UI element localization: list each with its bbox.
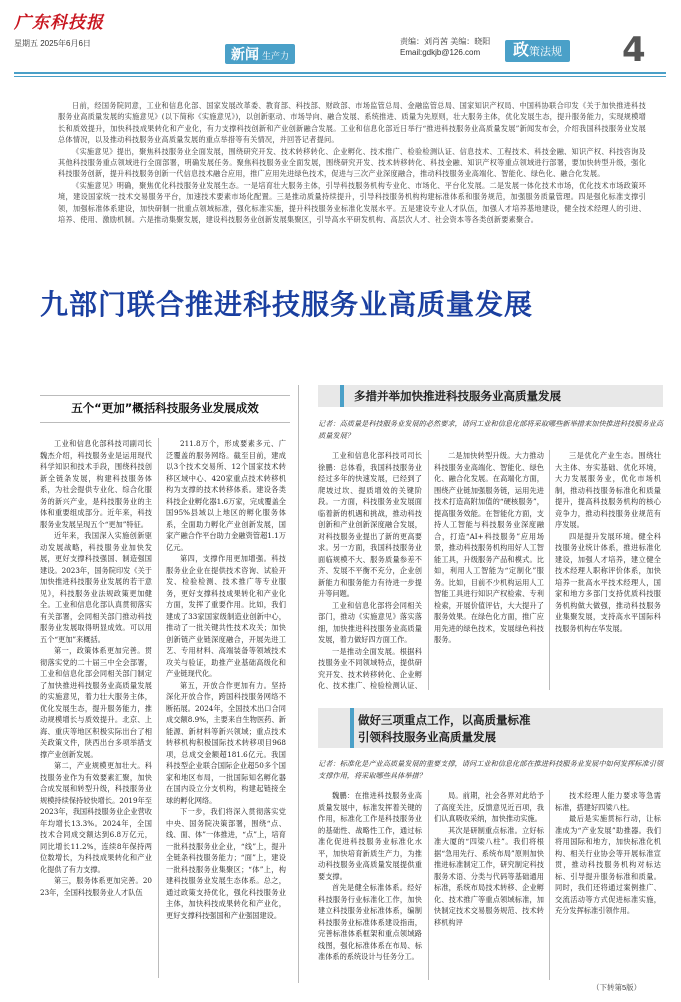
editor-info [400, 36, 490, 58]
lead-p3: 《实施意见》明确，聚焦优化科技服务业发展生态。一是培育壮大服务主体，引导科技服务机构专业化、市场化、平台化发展。二是发展一体化技术市场，优化技术市场政策环境，建设国家统一技术交易服务平台，加速技术要素市场化配置。三是推动质量持续提升，引导科技服务机构构建标准体系和服务规范，加强服务质量管理。四是强化标准支撑引领，加强标准体系建设，加快研制一批重点领域标准，强化标准实施，提升科技服务业标准化发展水平。五是建设专业人才队伍，加强人才培养基地建设，健全技术经理人的引进、培养、使用、激励机制。六是推动集聚发展，建设科技服务业创新发展集聚区，引导高水平研发机构、高层次人才、社会资本等各类创新要素聚合。 [58, 180, 646, 225]
right2-title-accent [350, 708, 354, 748]
lead-paragraphs [58, 100, 646, 225]
right2-title-line2: 引领科技服务业高质量发展 [358, 730, 496, 744]
main-col-divider [298, 385, 299, 983]
left-col2-p2: 第四，支撑作用更加增强。科技服务业企业在提供技术咨询、试验开发、检验检测、技术推广等专业服务，更好支撑科技成果转化和产业化方面，发挥了重要作用。比如，我们建成了33家国家级制造业创新中心，推动了一批关键共性技术攻关；加快创新链产业链深度融合，开展先进工艺、专用材料、高端装备等领域技术攻关与验证，助推产业基础高级化和产业链现代化。 [166, 554, 286, 678]
editor-email: Email:gdkjb@126.com [400, 48, 481, 57]
editor-names: 责编：刘肖茜 美编：晓阳 [400, 37, 491, 46]
left-col2-p1: 211.8万个，形成要素多元、广泛覆盖的服务网络。截至目前，建成以3个技术交易所、12个国家技术转移区域中心、420家重点技术转移机构为支撑的技术转移体系。建设各类科技企业孵化器1.6万家，完成覆盖全国95%县域以上地区的孵化服务体系，全面助力孵化产业创新发展，国家产融合作平台助力金融资管超1.1万亿元。 [166, 439, 286, 552]
right-article1-col1 [318, 450, 422, 690]
left-col1-p2: 近年来，我国深入实施创新驱动发展战略，科技服务业加快发展，更好支撑科技强国、制造强国建设。2023年，国务院印发《关于加快推进科技服务业发展的若干意见》，科技服务业法规政策更加健全。工业和信息化部认真贯彻落实有关部署，会同相关部门推动科技服务业发展取得明显成效。可以用五个“更加”来概括。 [40, 531, 152, 644]
right-article1-question: 记者：高质量是科技服务业发展的必然要求，请问工业和信息化部将采取哪些新举措来加快推进科技服务业高质量发展？ [318, 419, 664, 440]
main-headline: 九部门联合推进科技服务业高质量发展 [40, 288, 534, 321]
masthead-logo: 广东科技报 [14, 13, 104, 33]
left-col-divider [158, 438, 159, 978]
right-article2-col3 [555, 790, 661, 975]
right1-divider-2 [549, 450, 550, 690]
issue-date: 星期五 2025年6月6日 [14, 39, 91, 48]
right2-divider-2 [549, 790, 550, 980]
right2-col1-p2: 首先是健全标准体系。经好科技服务行业标准化工作，加快建立科技服务业标准体系，编制科技服务业标准体系建设指南，完善标准体系框架和重点领域路线图，强化标准体系在布局、标准体系的系统设计与任务分工。 [318, 883, 422, 961]
lead-p1: 日前，经国务院同意，工业和信息化部、国家发展改革委、教育部、科技部、财政部、市场监管总局、金融监管总局、国家知识产权局、中国科协联合印发《关于加快推进科技服务业高质量发展的实施意见》(以下简称《实施意见》)，以创新驱动、市场导向、融合发展、系统推进、质量为先原则，壮大服务主体，优化发展生态，提升服务能力，实现规模增长和质效提升，加快科技成果转化和产业化，有力支撑科技创新和产业创新融合发展。工业和信息化部近日举行“推进科技服务业高质量发展”新闻发布会，介绍我国科技服务业发展总体情况，以及推动科技服务业高质量发展的重点举措等有关情况，并回答记者提问。 [58, 101, 646, 145]
section-badge-right [505, 40, 570, 62]
left-col2-p3: 第五，开放合作更加有力。坚持深化开放合作，跨国科技服务网络不断拓展。2024年，全国技术出口合同成交额8.9%，主要来自生物医药、新能源、新材料等新兴领域；重点技术转移机构积极国际技术转移项目968项，总成交金额超181.6亿元。我国科技型企业联合国际企业超50多个国家和地区布局，一批国际知名孵化器在国内设立分支机构，构建起链接全球的孵化网络。 [166, 680, 286, 805]
right-article1-title: 多措并举加快推进科技服务业高质量发展 [340, 385, 654, 407]
continued-note: （下转第5版） [592, 983, 642, 992]
right1-col2-p1: 二是加快转型升级。大力推动科技服务业高端化、智能化、绿色化、融合化发展。在高端化方面，围绕产业链加强服务链，运用先进技术打造高附加值的“硬核服务”，提高服务效能。在智能化方面，支持人工智能与科技服务业深度融合，打造“AI+科技服务”应用场景，推动科技服务机构用好人工智能工具，升级服务产品和模式。比如，利用人工智能为“定制化”服务。比如，目前不少机构运用人工智能工具进行知识产权检索、专利检索，开展价值评估，大大提升了服务效果。在绿色化方面，推广应用先进的绿色技术，发展绿色科技服务。 [434, 451, 544, 644]
section-badge-left-small: 生产力 [262, 51, 290, 61]
right2-col3-p2: 最后是实施贯标行动，让标准成为“产业发展”助推器。我们将用国际和地方，加快标准化机构、相关行业协会等开展标准宣贯，推动科技服务机构对标达标、引导提升服务标准和质量。同时，我们还将通过案例推广、交流活动等方式促进标准实施，充分发挥标准引领作用。 [555, 814, 661, 915]
right1-col3-p1: 三是优化产业生态。围绕壮大主体、夯实基础、优化环境，大力发展服务业，优化市场机制，推动科技服务标准化和质量提升，提高科技服务机构的核心竞争力，推动科技服务业规范有序发展。 [555, 451, 661, 529]
section-badge-right-small: 策法规 [529, 46, 563, 58]
right-article1-col3 [555, 450, 661, 690]
right-article2-question: 记者：标准化是产业高质量发展的重要支撑，请问工业和信息化部在推进科技服务业发展中如何发挥标准引领支撑作用，将采取哪些具体举措？ [318, 759, 664, 780]
page-number: 4 [622, 30, 646, 70]
right-article2-col2 [434, 790, 544, 980]
right-article2-col1 [318, 790, 422, 980]
right2-col3-p1: 技术经理人能力要求等急需标准，搭建好四梁八柱。 [555, 791, 661, 812]
section-badge-right-big: 政 [513, 42, 530, 59]
right2-col2-p1: 局。前期，社会各界对此给予了高度关注，反馈意见近百项，我们认真吸收采纳，加快推动实施。 [434, 791, 544, 823]
left-col2-p4: 下一步，我们将深入贯彻落实党中央、国务院决策部署，围绕“点、线、面、体”一体推进，“点”上，培育一批科技服务业企业，“线”上，提升全链条科技服务能力；“面”上，建设一批科技服务业集聚区；“体”上，构建科技服务业发展生态体系。总之，通过政策支持优化，强化科技服务业主体，加快科技成果转化和产业化，更好支撑科技强国和产业强国建设。 [166, 807, 286, 920]
left-article-title: 五个“更加”概括科技服务业发展成效 [71, 401, 259, 415]
right2-col1-p1: 魏鹏：在推进科技服务业高质量发展中，标准发挥着关键的作用，标准化工作是科技服务业的基础性、战略性工作，通过标准化促进科技服务业标准化水平，加快培育新质生产力，为推动科技服务业高质量发展提供重要支撑。 [318, 791, 422, 881]
right1-col1-p1: 工业和信息化部科技司司长徐鹏：总体看，我国科技服务业经过多年的快速发展，已经到了爬坡过坎、提质增效的关键阶段。一方面，科技服务业发展面临着新的机遇和挑战，推动科技创新和产业创新深度融合发展，对科技服务业提出了新的更高要求。另一方面，我国科技服务业面临规模不大、服务质量参差不齐、发展不平衡不充分，企业创新能力和服务能力有待进一步提升等问题。 [318, 451, 422, 598]
left-article-col1 [40, 438, 152, 978]
right1-divider-1 [428, 450, 429, 690]
left-article-col2 [166, 438, 286, 978]
right1-col3-p2: 四是提升发展环境。健全科技服务业统计体系，推进标准化建设，加强人才培养，建立健全技术经理人职称评价体系，加快培养一批高水平技术经理人，国家和地方多部门支持优质科技服务机构做大做强，推动科技服务业集聚发展，支持高水平国际科技服务机构在华发展。 [555, 531, 661, 633]
right2-title-line1: 做好三项重点工作，以高质量标准 [358, 713, 531, 727]
left-col1-p3: 第一，政策体系更加完善。贯彻落实党的二十届三中全会部署，工业和信息化部会同相关部门制定了加快推进科技服务业高质量发展的实施意见，着力壮大服务主体，优化发展生态，提升服务能力，推动规模增长与质效提升。北京、上海、重庆等地区积极实际出台了相关政策文件，陕西出台多项举措支撑产业创新发展。 [40, 646, 152, 759]
left-col1-p5: 第三，服务体系更加完善。2023年，全国科技服务业人才队伍 [40, 876, 152, 897]
left-col1-p4: 第二，产业规模更加壮大。科技服务业作为有效要素汇聚，加快合成发展和转型升级，科技服务业规模持续保持较快增长。2019年至2023年，我国科技服务业企业营收年均增长13.3%。2024年，全国技术合同成交额达到6.8万亿元，同比增长11.2%，连续8年保持两位数增长，为科技成果转化和产业化提供了有力支撑。 [40, 761, 152, 874]
header-rule-thin [14, 76, 666, 77]
right-article1-col2 [434, 450, 544, 690]
section-badge-left-big: 新闻 [231, 46, 259, 62]
right1-col1-p3: 一是推动全面发展。根据科技服务业不同领域特点，提供研究开发、技术转移转化、企业孵化、技术推广、检验检测认证、 [318, 646, 422, 690]
right-article2-title [358, 712, 658, 746]
right1-col1-p2: 工业和信息化部将会同相关部门，推动《实施意见》落实落细，加快推进科技服务业高质量发展，着力做好四方面工作。 [318, 600, 422, 644]
right2-col2-p2: 其次是研制重点标准。立好标准大厦的“四梁八柱”。我们将根据“急用先行、系统布局”原则加快推进标准制定工作，研究制定科技服务术语、分类与代码等基础通用标准，系统布局技术转移、企业孵化、技术推广等重点领域标准，加快制定技术交易服务规范、技术转移机构评 [434, 825, 544, 927]
lead-p2: 《实施意见》提出，聚焦科技服务业全面发展，围绕研究开发、技术转移转化、企业孵化、技术推广、检验检测认证、信息技术、工程技术、科技金融、知识产权、科技咨询及其他科技服务重点领域进行全面部署，明确发展任务。聚焦科技服务业全面发展，围绕研究开发、技术转移转化、科技金融、知识产权等重点领域进行部署，要加快转型升级，强化科技服务创新，提升科技服务创新一代信息技术融合应用，推广应用先进绿色技术，促进与三次产业深度融合，推动科技服务业高端化、智能化、绿色化、融合化发展。 [58, 146, 646, 179]
header-rule [14, 72, 666, 74]
right2-divider-1 [428, 790, 429, 980]
section-badge-left [225, 44, 295, 64]
left-col1-p1: 工业和信息化部科技司副司长魏杰介绍，科技服务业是运用现代科学知识和技术手段，围绕科技创新全链条发展，构建科技服务体系，为社会提供专业化、综合化服务的新兴产业，是科技服务业的主体和重要组成部分。近年来，科技服务业发展呈现五个“更加”特征。 [40, 439, 152, 529]
